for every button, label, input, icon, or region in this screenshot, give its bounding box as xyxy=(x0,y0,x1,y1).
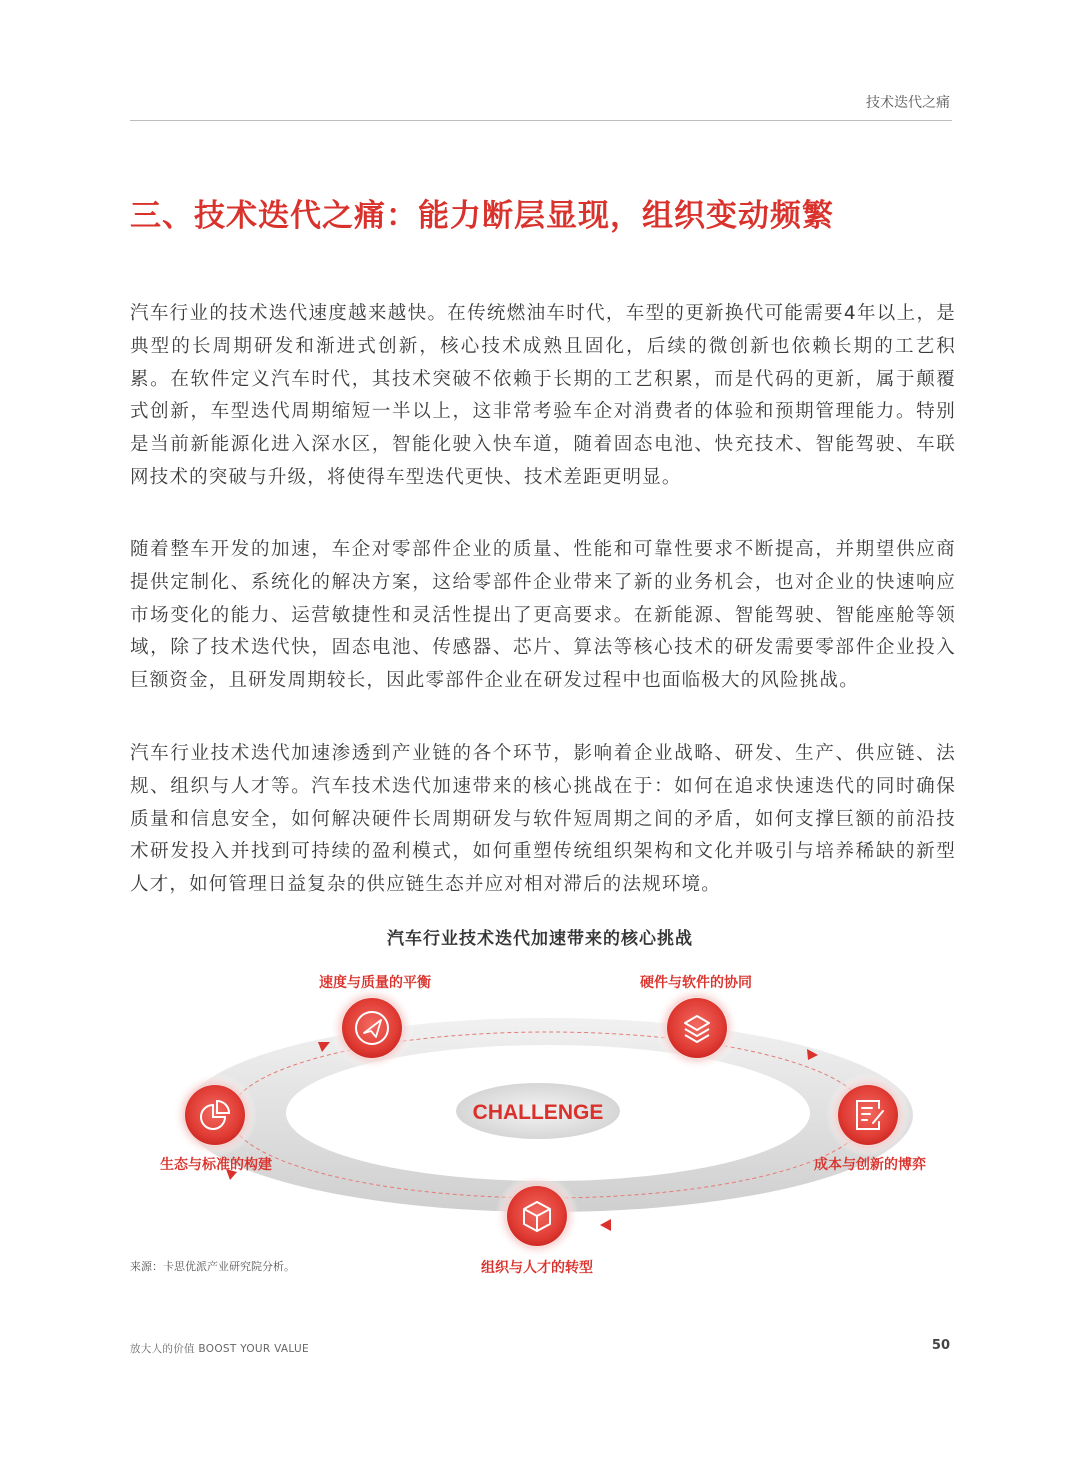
node-label-hardware-software: 硬件与软件的协同 xyxy=(640,975,752,991)
node-cost-innovation xyxy=(826,1073,910,1157)
body-paragraph-3: 汽车行业技术迭代加速渗透到产业链的各个环节，影响着企业战略、研发、生产、供应链、法规、组织与人才等。汽车技术迭代加速带来的核心挑战在于：如何在追求快速迭代的同时确保质量和信息安全，如何解决硬件长周期研发与软件短周期之间的矛盾，如何支撑巨额的前沿技术研发投入并找到可持续的盈利模式，如何重塑传统组织架构和文化并吸引与培养稀缺的新型人才，如何管理日益复杂的供应链生态并应对相对滞后的法规环境。 xyxy=(130,743,956,896)
body-paragraph-2: 随着整车开发的加速，车企对零部件企业的质量、性能和可靠性要求不断提高，并期望供应商提供定制化、系统化的解决方案，这给零部件企业带来了新的业务机会，也对企业的快速响应市场变化的能力、运营敏捷性和灵活性提出了更高要求。在新能源、智能驾驶、智能座舱等领域，除了技术迭代快，固态电池、传感器、芯片、算法等核心技术的研发需要零部件企业投入巨额资金，且研发周期较长，因此零部件企业在研发过程中也面临极大的风险挑战。 xyxy=(130,539,956,692)
node-label-organization-talent: 组织与人才的转型 xyxy=(481,1260,593,1276)
header-section-name: 技术迭代之痛 xyxy=(866,95,950,111)
challenge-cycle-diagram xyxy=(0,950,1080,1270)
page-number: 50 xyxy=(931,1338,950,1353)
node-hardware-software xyxy=(655,986,739,1070)
source-note: 来源：卡思优派产业研究院分析。 xyxy=(130,1260,295,1273)
node-organization-talent xyxy=(495,1174,579,1258)
header-divider xyxy=(130,120,952,121)
node-label-cost-innovation: 成本与创新的博弈 xyxy=(814,1157,926,1173)
page-title: 三、技术迭代之痛：能力断层显现，组织变动频繁 xyxy=(130,198,834,234)
body-paragraph-1: 汽车行业的技术迭代速度越来越快。在传统燃油车时代，车型的更新换代可能需要4年以上，是典型的长周期研发和渐进式创新，核心技术成熟且固化，后续的微创新也依赖长期的工艺积累。在软件定义汽车时代，其技术突破不依赖于长期的工艺积累，而是代码的更新，属于颠覆式创新，车型迭代周期缩短一半以上，这非常考验车企对消费者的体验和预期管理能力。特别是当前新能源化进入深水区，智能化驶入快车道，随着固态电池、快充技术、智能驾驶、车联网技术的突破与升级，将使得车型迭代更快、技术差距更明显。 xyxy=(130,303,956,488)
node-speed-quality xyxy=(330,986,414,1070)
footer-slogan: 放大人的价值 BOOST YOUR VALUE xyxy=(130,1343,309,1355)
node-label-speed-quality: 速度与质量的平衡 xyxy=(319,975,431,991)
node-label-ecosystem-standards: 生态与标准的构建 xyxy=(160,1157,272,1173)
diagram-title: 汽车行业技术迭代加速带来的核心挑战 xyxy=(387,929,693,949)
center-label: CHALLENGE xyxy=(472,1101,604,1124)
node-ecosystem-standards xyxy=(173,1073,257,1157)
